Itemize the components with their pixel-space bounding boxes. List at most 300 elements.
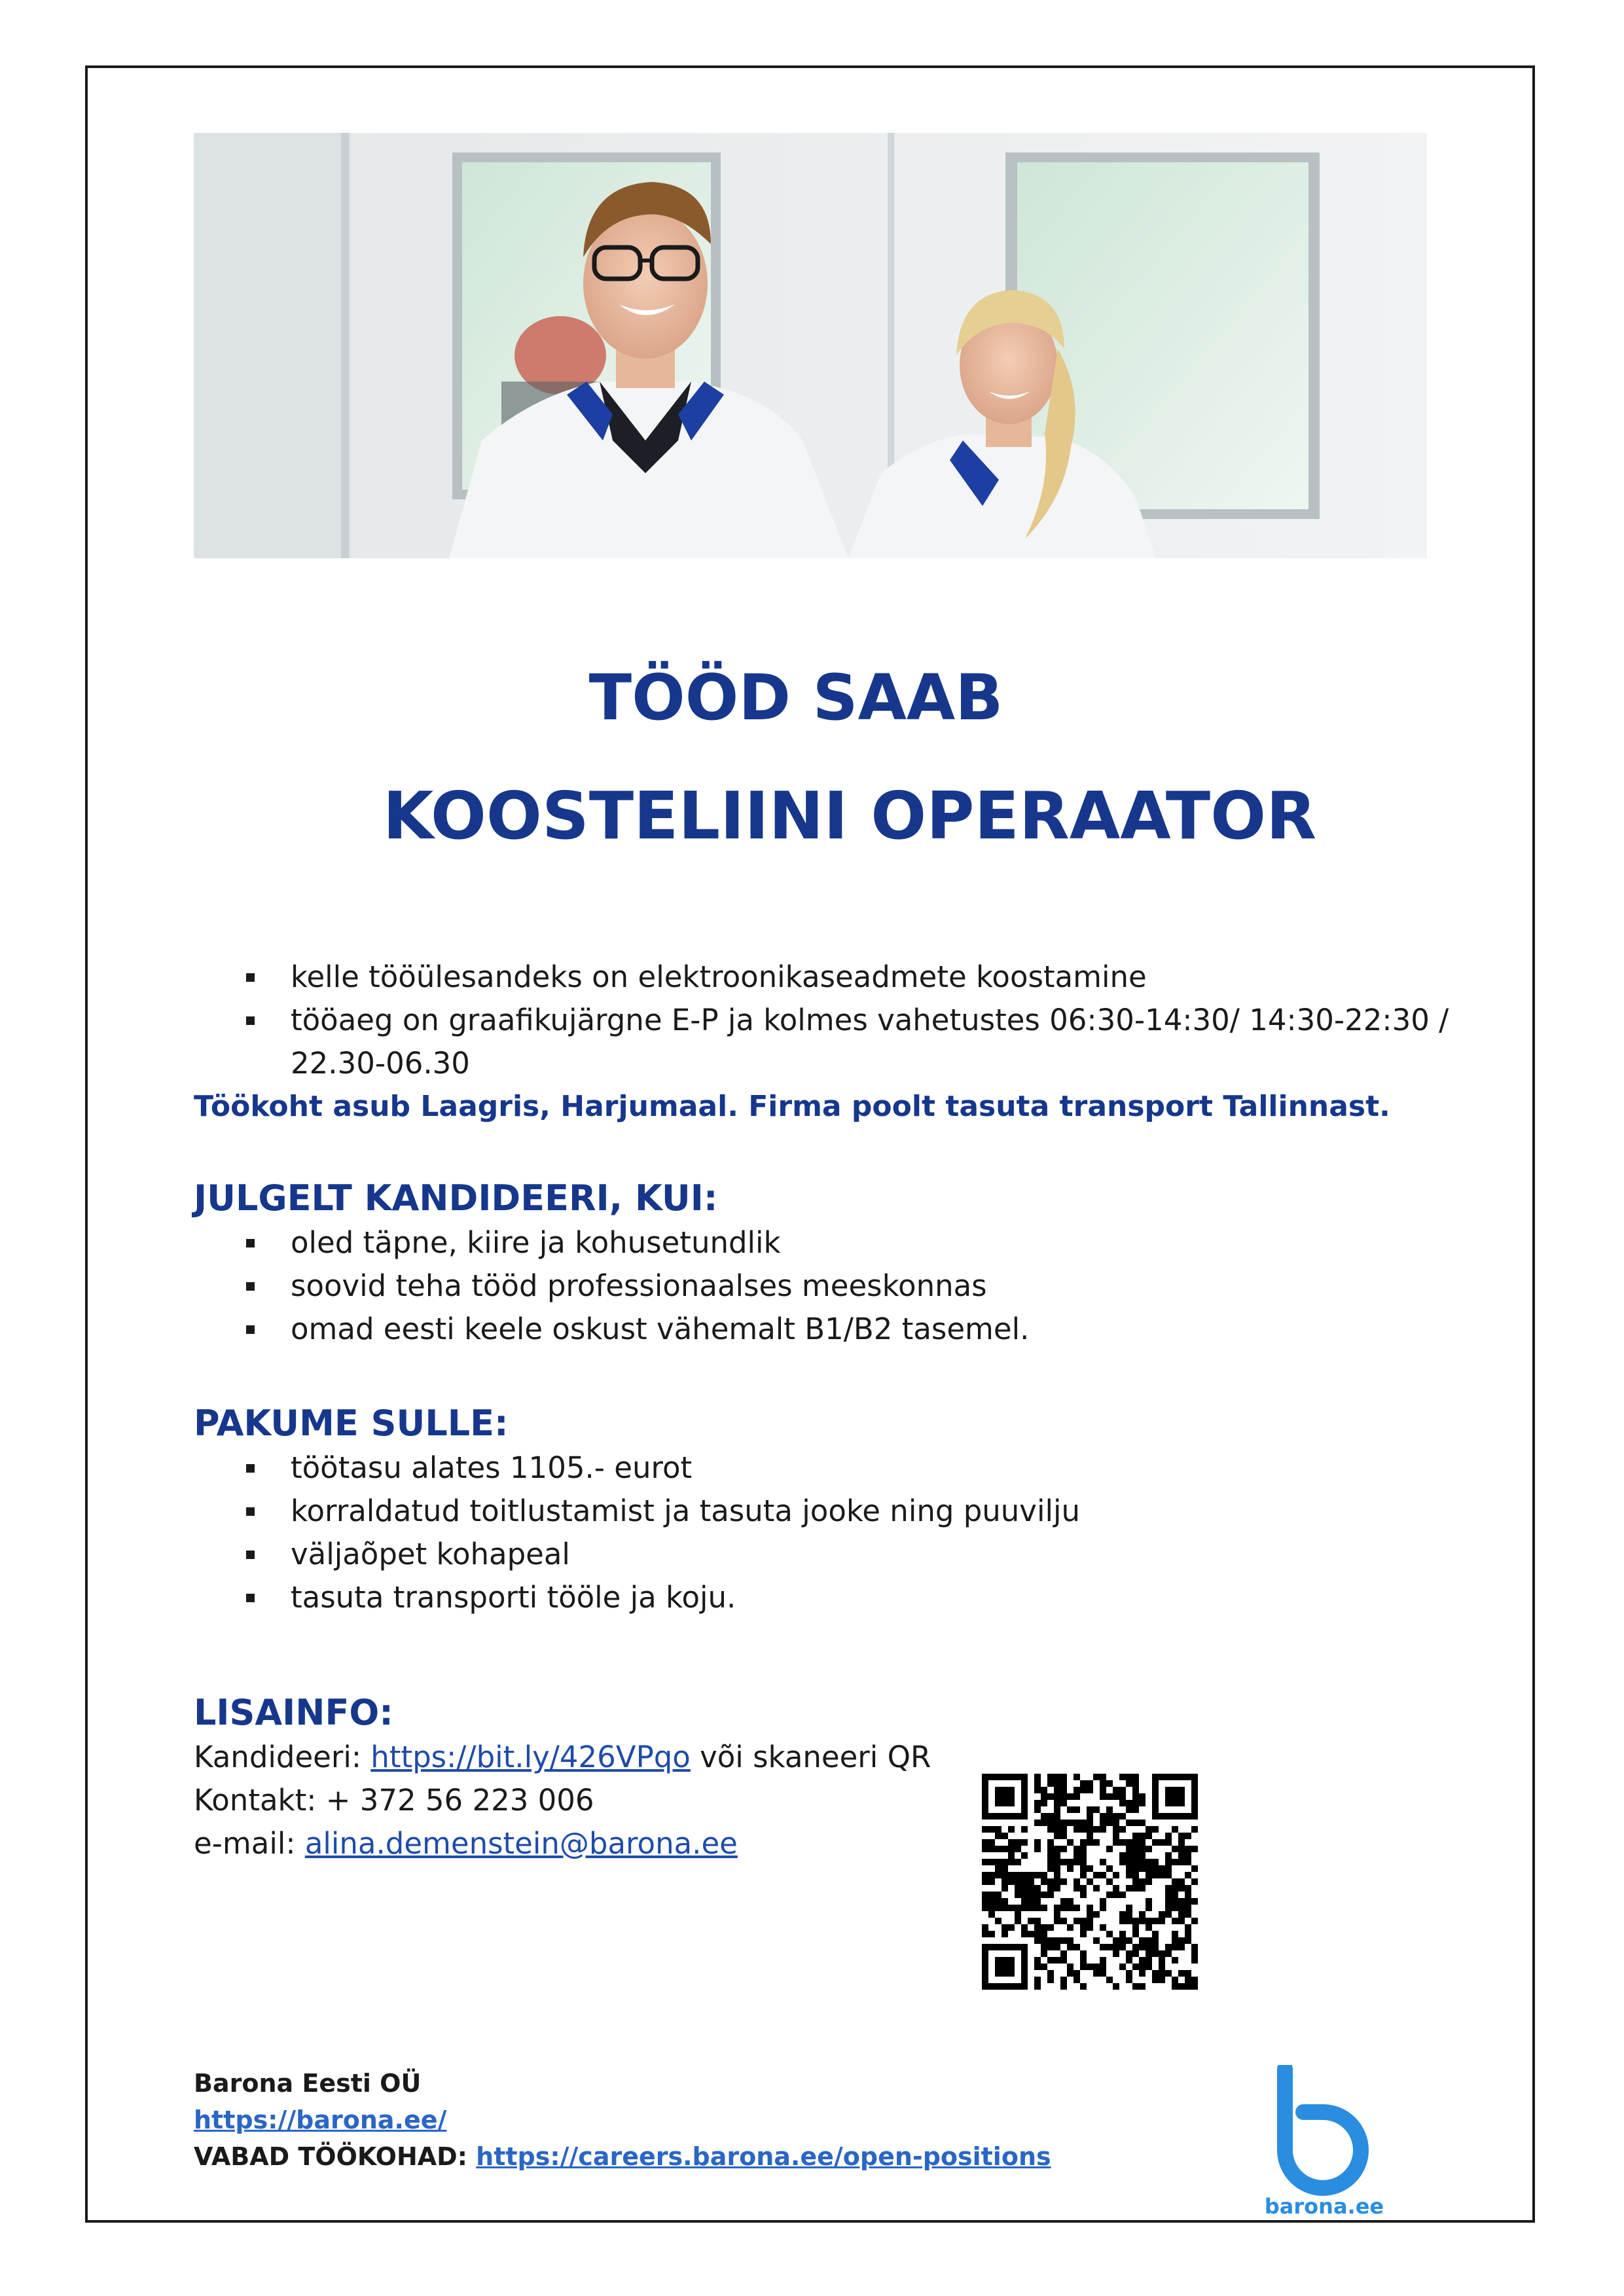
qr-module	[1060, 1787, 1067, 1793]
qr-module	[1001, 1878, 1008, 1885]
qr-module	[1001, 1885, 1008, 1892]
qr-module	[1060, 1780, 1067, 1787]
qr-module	[988, 1911, 995, 1918]
qr-module	[1074, 1793, 1080, 1800]
qr-module	[1060, 1820, 1067, 1826]
qr-module	[1060, 1774, 1067, 1780]
qr-module	[1041, 1905, 1047, 1911]
qr-module	[1159, 1957, 1165, 1964]
qr-module	[1087, 1911, 1093, 1918]
qr-module	[1100, 1826, 1106, 1833]
qr-module	[1054, 1872, 1060, 1878]
qr-module	[1119, 1774, 1126, 1780]
qr-module	[1028, 1905, 1034, 1911]
qr-module	[1080, 1787, 1087, 1793]
qr-module	[1054, 1878, 1060, 1885]
qr-module	[1028, 1892, 1034, 1898]
offer-bullet-3: väljaõpet kohapeal	[194, 1533, 1437, 1576]
qr-module	[1119, 1859, 1126, 1865]
qr-module	[1132, 1859, 1139, 1865]
qr-module	[1015, 1885, 1021, 1892]
apply-bullet-1: oled täpne, kiire ja kohusetundlik	[194, 1221, 1437, 1265]
qr-module	[1080, 1964, 1087, 1970]
qr-module	[1015, 1872, 1021, 1878]
qr-module	[1139, 1800, 1146, 1806]
qr-module	[1132, 1931, 1139, 1937]
qr-module	[1100, 1780, 1106, 1787]
qr-module	[1087, 1918, 1093, 1924]
qr-module	[1008, 1852, 1015, 1859]
qr-module	[1060, 1950, 1067, 1957]
qr-module	[1139, 1852, 1146, 1859]
qr-module	[1139, 1839, 1146, 1846]
qr-module	[1152, 1970, 1159, 1977]
qr-module	[1126, 1774, 1132, 1780]
qr-module	[1185, 1852, 1191, 1859]
qr-module	[1172, 1878, 1178, 1885]
qr-module	[1165, 1944, 1172, 1950]
qr-module	[1132, 1872, 1139, 1878]
footer	[194, 2065, 1051, 2175]
qr-module	[1178, 1905, 1185, 1911]
qr-module	[1165, 1852, 1172, 1859]
qr-module	[1087, 1833, 1093, 1839]
qr-module	[1106, 1793, 1113, 1800]
qr-module	[1047, 1892, 1054, 1898]
qr-module	[1041, 1800, 1047, 1806]
qr-module	[1028, 1931, 1034, 1937]
qr-module	[1041, 1950, 1047, 1957]
qr-module	[1015, 1839, 1021, 1846]
qr-module	[1139, 1820, 1146, 1826]
qr-module	[1074, 1852, 1080, 1859]
qr-module	[1165, 1911, 1172, 1918]
qr-module	[1093, 1774, 1100, 1780]
qr-module	[1146, 1918, 1152, 1924]
qr-module	[1074, 1820, 1080, 1826]
qr-module	[1008, 1924, 1015, 1931]
qr-module	[1139, 1970, 1146, 1977]
qr-module	[1054, 1780, 1060, 1787]
qr-module	[1100, 1820, 1106, 1826]
qr-module	[1034, 1977, 1041, 1983]
qr-module	[1074, 1826, 1080, 1833]
qr-module	[1165, 1885, 1172, 1892]
qr-module	[1054, 1793, 1060, 1800]
qr-module	[1126, 1859, 1132, 1865]
qr-module	[1100, 1774, 1106, 1780]
location-note: Töökoht asub Laagris, Harjumaal. Firma poolt tasuta transport Tallinnast.	[194, 1090, 1390, 1123]
qr-module	[1054, 1865, 1060, 1872]
qr-module	[1047, 1970, 1054, 1977]
qr-module	[1106, 1944, 1113, 1950]
qr-module	[1067, 1865, 1074, 1872]
qr-module	[1139, 1964, 1146, 1970]
qr-module	[1100, 1964, 1106, 1970]
qr-module	[1119, 1826, 1126, 1833]
qr-module	[1185, 1872, 1191, 1878]
qr-module	[988, 1878, 995, 1885]
qr-module	[1080, 1820, 1087, 1826]
qr-module	[1139, 1865, 1146, 1872]
apply-line	[194, 1736, 1437, 1779]
qr-module	[1074, 1878, 1080, 1885]
qr-module	[1080, 1918, 1087, 1924]
qr-module	[995, 1872, 1001, 1878]
qr-module	[1126, 1852, 1132, 1859]
offer-bullet-4: tasuta transporti tööle ja koju.	[194, 1576, 1437, 1619]
qr-module	[1132, 1865, 1139, 1872]
qr-module	[988, 1905, 995, 1911]
qr-module	[1054, 1826, 1060, 1833]
qr-module	[1159, 1911, 1165, 1918]
qr-module	[1067, 1820, 1074, 1826]
qr-module	[1047, 1859, 1054, 1865]
qr-module	[1172, 1826, 1178, 1833]
qr-module	[1054, 1905, 1060, 1911]
qr-module	[1001, 1931, 1008, 1937]
qr-module	[1054, 1806, 1060, 1813]
qr-module	[1021, 1892, 1028, 1898]
qr-module	[1172, 1944, 1178, 1950]
qr-module	[1047, 1885, 1054, 1892]
qr-module	[1015, 1878, 1021, 1885]
qr-module	[988, 1839, 995, 1846]
intro-bullet-1: kelle tööülesandeks on elektroonikaseadmete koostamine	[194, 956, 1437, 999]
qr-module	[1074, 1970, 1080, 1977]
qr-module	[1054, 1813, 1060, 1820]
qr-module	[1054, 1885, 1060, 1892]
qr-module	[1015, 1892, 1021, 1898]
qr-module	[1034, 1846, 1041, 1852]
qr-module	[1100, 1924, 1106, 1931]
offer-bullet-2: korraldatud toitlustamist ja tasuta jooke ning puuvilju	[194, 1490, 1437, 1533]
qr-module	[1087, 1839, 1093, 1846]
qr-module	[1178, 1839, 1185, 1846]
qr-module	[995, 1905, 1001, 1911]
qr-module	[982, 1878, 988, 1885]
qr-module	[1100, 1787, 1106, 1793]
qr-module	[1060, 1898, 1067, 1905]
qr-module	[982, 1898, 988, 1905]
qr-module	[1093, 1806, 1100, 1813]
qr-module	[982, 1905, 988, 1911]
contact-line: Kontakt: + 372 56 223 006	[194, 1783, 594, 1818]
apply-heading: JULGELT KANDIDEERI, KUI:	[194, 1177, 718, 1219]
qr-module	[1001, 1898, 1008, 1905]
qr-module	[1034, 1885, 1041, 1892]
qr-module	[1080, 1950, 1087, 1957]
offer-list	[194, 1446, 1437, 1619]
qr-module	[1047, 1937, 1054, 1944]
qr-module	[1047, 1780, 1054, 1787]
qr-module	[1047, 1924, 1054, 1931]
qr-module	[1087, 1787, 1093, 1793]
qr-module	[1185, 1924, 1191, 1931]
qr-module	[1132, 1800, 1139, 1806]
title-line-2: KOOSTELIINI OPERAATOR	[382, 778, 1317, 854]
qr-module	[1139, 1846, 1146, 1852]
qr-module	[1034, 1964, 1041, 1970]
qr-module	[988, 1826, 995, 1833]
qr-module	[1178, 1833, 1185, 1839]
company-name: Barona Eesti OÜ	[194, 2069, 422, 2098]
qr-module	[1015, 1846, 1021, 1852]
qr-module	[1060, 1977, 1067, 1983]
qr-module	[1185, 1905, 1191, 1911]
qr-module	[1132, 1774, 1139, 1780]
qr-module	[988, 1846, 995, 1852]
qr-module	[1008, 1905, 1015, 1911]
qr-module	[1034, 1774, 1041, 1780]
qr-module	[988, 1931, 995, 1937]
qr-module	[1126, 1780, 1132, 1787]
qr-module	[1080, 1859, 1087, 1865]
qr-module	[1152, 1865, 1159, 1872]
qr-module	[1165, 1865, 1172, 1872]
qr-module	[1067, 1937, 1074, 1944]
qr-module	[1021, 1826, 1028, 1833]
qr-module	[1074, 1977, 1080, 1983]
qr-module	[1087, 1865, 1093, 1872]
qr-module	[1146, 1944, 1152, 1950]
qr-module	[1060, 1846, 1067, 1852]
title-line-1: TÖÖD SAAB	[588, 661, 1003, 734]
qr-module	[995, 1918, 1001, 1924]
qr-module	[1041, 1944, 1047, 1950]
qr-module	[1139, 1937, 1146, 1944]
qr-module	[1080, 1885, 1087, 1892]
qr-module	[1100, 1970, 1106, 1977]
qr-module	[1087, 1806, 1093, 1813]
qr-module	[1041, 1793, 1047, 1800]
qr-module	[1178, 1885, 1185, 1892]
qr-module	[1139, 1793, 1146, 1800]
info-heading: LISAINFO:	[194, 1692, 393, 1733]
qr-module	[1152, 1872, 1159, 1878]
qr-module	[1146, 1905, 1152, 1911]
qr-module	[1074, 1846, 1080, 1852]
qr-module	[1191, 1918, 1198, 1924]
header-photo	[194, 133, 1427, 558]
qr-module	[1139, 1957, 1146, 1964]
qr-module	[1191, 1878, 1198, 1885]
qr-module	[1146, 1859, 1152, 1865]
qr-module	[1191, 1898, 1198, 1905]
qr-module	[1080, 1892, 1087, 1898]
qr-module	[1106, 1878, 1113, 1885]
qr-module	[1152, 1977, 1159, 1983]
qr-module	[1080, 1865, 1087, 1872]
qr-module	[1152, 1931, 1159, 1937]
qr-module	[995, 1846, 1001, 1852]
qr-module	[1008, 1878, 1015, 1885]
qr-module	[1126, 1957, 1132, 1964]
qr-module	[1100, 1905, 1106, 1911]
website-link[interactable]: https://barona.ee/	[194, 2106, 447, 2134]
qr-module	[1028, 1878, 1034, 1885]
qr-module	[982, 1839, 988, 1846]
qr-module	[1087, 1813, 1093, 1820]
offer-heading: PAKUME SULLE:	[194, 1403, 509, 1444]
qr-module	[1041, 1878, 1047, 1885]
qr-module	[1034, 1800, 1041, 1806]
qr-module	[1165, 1892, 1172, 1898]
qr-module	[1028, 1918, 1034, 1924]
qr-module	[1034, 1780, 1041, 1787]
jobs-label: VABAD TÖÖKOHAD:	[194, 2142, 477, 2171]
qr-module	[1113, 1787, 1119, 1793]
qr-module	[1060, 1918, 1067, 1924]
qr-code[interactable]	[982, 1774, 1198, 1990]
qr-module	[1047, 1846, 1054, 1852]
qr-module	[1054, 1787, 1060, 1793]
qr-module	[1034, 1892, 1041, 1898]
qr-module	[1159, 1839, 1165, 1846]
qr-module	[1146, 1950, 1152, 1957]
qr-module	[1126, 1937, 1132, 1944]
qr-module	[1146, 1957, 1152, 1964]
qr-module	[1054, 1911, 1060, 1918]
qr-module	[1100, 1898, 1106, 1905]
email-link[interactable]: alina.demenstein@barona.ee	[304, 1826, 738, 1861]
qr-module	[1119, 1800, 1126, 1806]
qr-module	[1021, 1885, 1028, 1892]
qr-module	[1178, 1918, 1185, 1924]
qr-module	[1093, 1970, 1100, 1977]
qr-module	[1034, 1924, 1041, 1931]
qr-module	[1126, 1905, 1132, 1911]
qr-module	[1054, 1800, 1060, 1806]
qr-module	[1034, 1905, 1041, 1911]
qr-module	[1100, 1957, 1106, 1964]
qr-module	[1054, 1937, 1060, 1944]
apply-label: Kandideeri:	[194, 1740, 371, 1774]
qr-module	[1034, 1957, 1041, 1964]
qr-module	[1047, 1820, 1054, 1826]
qr-module	[1119, 1964, 1126, 1970]
qr-module	[1067, 1839, 1074, 1846]
qr-module	[1132, 1820, 1139, 1826]
qr-module	[995, 1892, 1001, 1898]
qr-module	[1119, 1787, 1126, 1793]
qr-module	[1185, 1898, 1191, 1905]
qr-module	[1165, 1950, 1172, 1957]
qr-module	[1126, 1806, 1132, 1813]
qr-module	[988, 1898, 995, 1905]
qr-module	[1106, 1806, 1113, 1813]
qr-module	[1093, 1911, 1100, 1918]
qr-module	[1178, 1878, 1185, 1885]
qr-module	[1041, 1937, 1047, 1944]
qr-module	[1113, 1892, 1119, 1898]
qr-module	[1015, 1859, 1021, 1865]
qr-module	[1001, 1905, 1008, 1911]
qr-module	[1034, 1872, 1041, 1878]
qr-module	[1067, 1898, 1074, 1905]
qr-module	[1172, 1859, 1178, 1865]
qr-module	[1172, 1898, 1178, 1905]
qr-module	[1074, 1918, 1080, 1924]
qr-module	[1080, 1931, 1087, 1937]
barona-logo-icon	[1273, 2065, 1371, 2215]
qr-module	[1172, 1918, 1178, 1924]
qr-module	[1113, 1793, 1119, 1800]
qr-module	[982, 1924, 988, 1931]
qr-module	[1172, 1846, 1178, 1852]
qr-module	[1185, 1937, 1191, 1944]
qr-module	[982, 1931, 988, 1937]
qr-module	[1126, 1865, 1132, 1872]
qr-module	[1100, 1944, 1106, 1950]
qr-module	[1165, 1970, 1172, 1977]
qr-module	[1074, 1944, 1080, 1950]
qr-module	[1054, 1944, 1060, 1950]
qr-module	[1178, 1898, 1185, 1905]
qr-module	[1047, 1865, 1054, 1872]
qr-module	[1178, 1970, 1185, 1977]
qr-module	[1132, 1885, 1139, 1892]
qr-module	[1172, 1957, 1178, 1964]
qr-module	[1119, 1911, 1126, 1918]
qr-module	[1047, 1878, 1054, 1885]
qr-module	[1047, 1977, 1054, 1983]
qr-module	[1113, 1944, 1119, 1950]
jobs-link[interactable]: https://careers.barona.ee/open-positions	[476, 2142, 1051, 2171]
qr-module	[1152, 1950, 1159, 1957]
qr-module	[1165, 1872, 1172, 1878]
qr-module	[1119, 1852, 1126, 1859]
qr-module	[1126, 1911, 1132, 1918]
qr-module	[1080, 1872, 1087, 1878]
qr-module	[1087, 1924, 1093, 1931]
qr-module	[1126, 1970, 1132, 1977]
qr-module	[1119, 1944, 1126, 1950]
qr-module	[1034, 1806, 1041, 1813]
qr-module	[1087, 1820, 1093, 1826]
qr-module	[1047, 1852, 1054, 1859]
qr-module	[1165, 1859, 1172, 1865]
qr-module	[1113, 1820, 1119, 1826]
apply-link[interactable]: https://bit.ly/426VPqo	[370, 1740, 691, 1774]
qr-module	[1047, 1813, 1054, 1820]
qr-module	[1074, 1905, 1080, 1911]
qr-module	[982, 1846, 988, 1852]
email-line	[194, 1822, 1437, 1865]
qr-module	[1119, 1918, 1126, 1924]
qr-module	[1106, 1977, 1113, 1983]
qr-module	[1119, 1937, 1126, 1944]
qr-module	[1041, 1964, 1047, 1970]
qr-module	[1172, 1977, 1178, 1983]
qr-module	[1113, 1937, 1119, 1944]
apply-suffix: või skaneeri QR	[690, 1740, 931, 1774]
qr-module	[995, 1833, 1001, 1839]
qr-module	[995, 1898, 1001, 1905]
qr-module	[1041, 1787, 1047, 1793]
qr-module	[1080, 1852, 1087, 1859]
qr-module	[1021, 1931, 1028, 1937]
qr-module	[1067, 1859, 1074, 1865]
qr-module	[1172, 1983, 1178, 1990]
qr-module	[1146, 1964, 1152, 1970]
qr-module	[995, 1957, 1015, 1977]
qr-module	[1172, 1885, 1178, 1892]
qr-module	[1060, 1937, 1067, 1944]
qr-module	[1067, 1964, 1074, 1970]
qr-module	[1126, 1977, 1132, 1983]
qr-module	[1126, 1950, 1132, 1957]
